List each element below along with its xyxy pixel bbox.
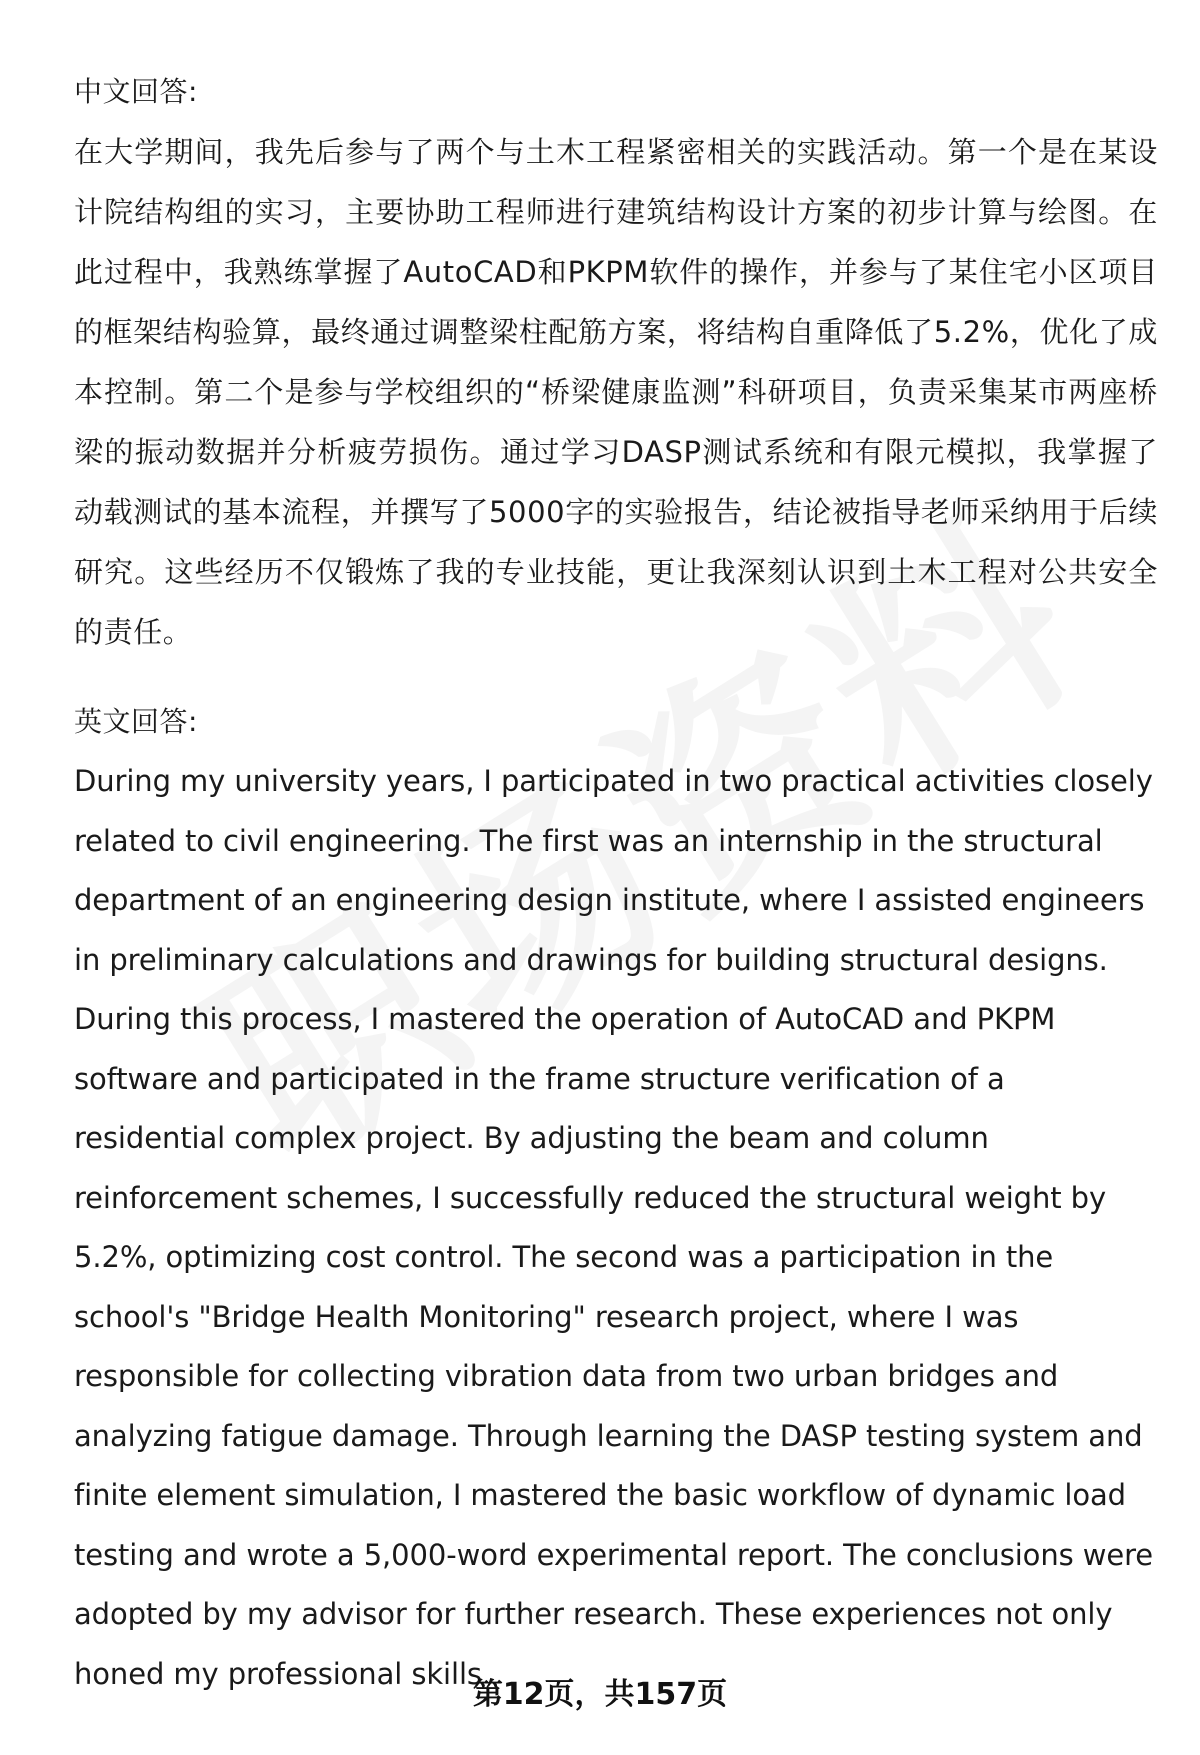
chinese-answer-label: 中文回答: xyxy=(74,75,198,108)
document-page xyxy=(74,62,1158,1704)
chinese-answer-body: 在大学期间，我先后参与了两个与土木工程紧密相关的实践活动。第一个是在某设计院结构组的实习，主要协助工程师进行建筑结构设计方案的初步计算与绘图。在此过程中，我熟练掌握了AutoCAD和PKPM软件的操作，并参与了某住宅小区项目的框架结构验算，最终通过调整梁柱配筋方案，将结构自重降低了5.2%，优化了成本控制。第二个是参与学校组织的“桥梁健康监测”科研项目，负责采集某市两座桥梁的振动数据并分析疲劳损伤。通过学习DASP测试系统和有限元模拟，我掌握了动载测试的基本流程，并撰写了5000字的实验报告，结论被指导老师采纳用于后续研究。这些经历不仅锻炼了我的专业技能，更让我深刻认识到土木工程对公共安全的责任。 xyxy=(74,135,1158,649)
page-number-footer: 第12页，共157页 xyxy=(472,1677,728,1712)
english-answer-label: 英文回答: xyxy=(74,705,198,738)
english-answer-body: During my university years, I participated in two practical activities closely related to civil engineering. The first was an internship in the structural department of an engineering design institute, where I assisted engineers in preliminary calculations and drawings for building structural designs. During this process, I mastered the operation of AutoCAD and PKPM software and participated in the frame structure verification of a residential complex project. By adjusting the beam and column reinforcement schemes, I successfully reduced the structural weight by 5.2%, optimizing cost control. The second was a participation in the school's "Bridge Health Monitoring" research project, where I was responsible for collecting vibration data from two urban bridges and analyzing fatigue damage. Through learning the DASP testing system and finite element simulation, I mastered the basic workflow of dynamic load testing and wrote a 5,000-word experimental report. The conclusions were adopted by my advisor for further research. These experiences not only honed my professional skills xyxy=(74,764,1154,1691)
